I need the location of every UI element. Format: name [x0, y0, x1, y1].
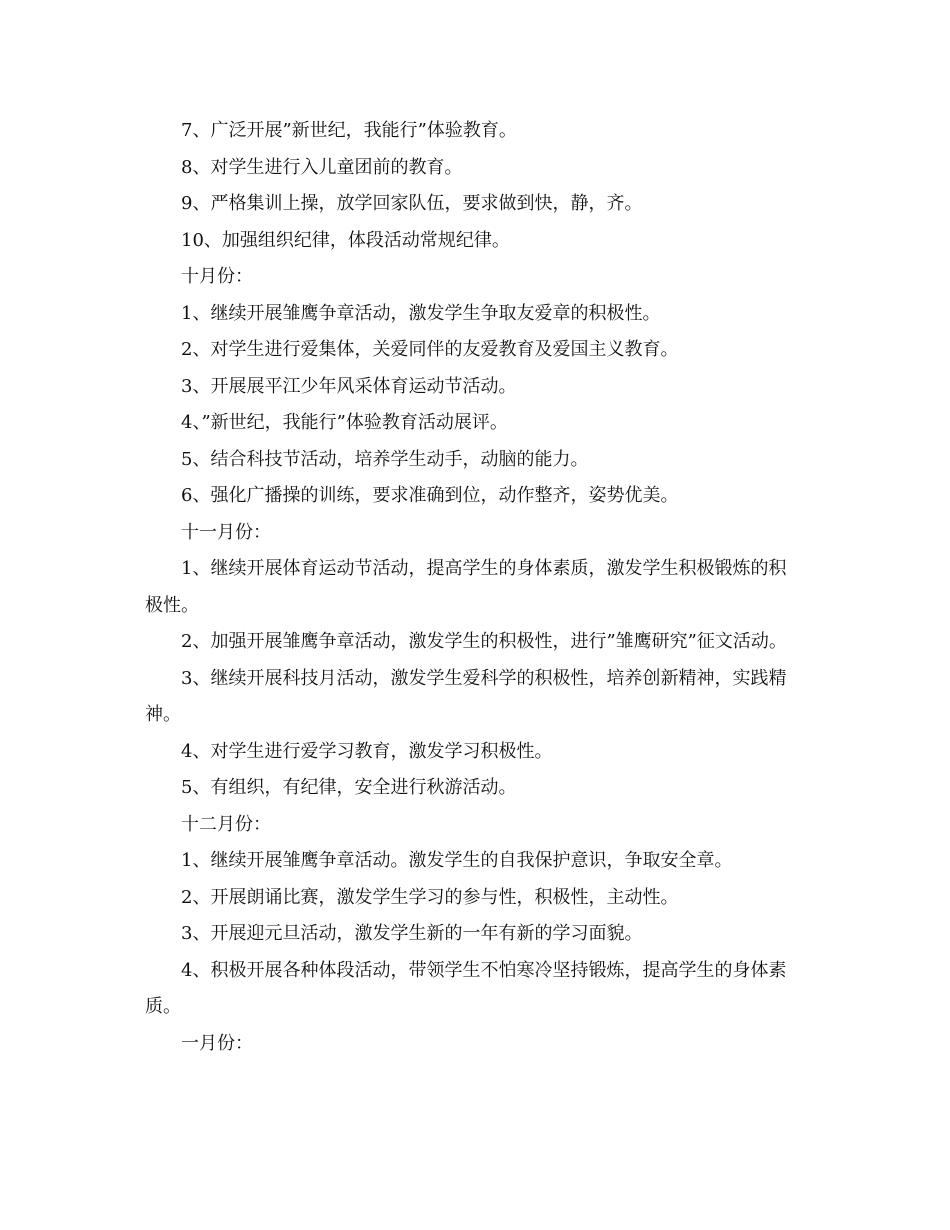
paragraph: 5、有组织，有纪律，安全进行秋游活动。 — [181, 777, 517, 798]
paragraph: 10、加强组织纪律，体段活动常规纪律。 — [181, 229, 510, 251]
paragraph: 3、继续开展科技月活动，激发学生爱科学的积极性，培养创新精神，实践精神。 — [145, 667, 787, 725]
paragraph: 1、继续开展雏鹰争章活动。激发学生的自我保护意识，争取安全章。 — [181, 850, 733, 871]
document-body — [145, 113, 795, 1062]
paragraph: 4、对学生进行爱学习教育，激发学习积极性。 — [181, 740, 553, 762]
paragraph: 4、积极开展各种体段活动，带领学生不怕寒冷坚持锻炼，提高学生的身体素质。 — [145, 959, 787, 1017]
paragraph: 6、强化广播操的训练，要求准确到位，动作整齐，姿势优美。 — [181, 485, 679, 506]
paragraph: 8、对学生进行入儿童团前的教育。 — [181, 156, 463, 178]
paragraph: 9、严格集训上操，放学回家队伍，要求做到快，静，齐。 — [181, 193, 643, 214]
section-heading-november: 十一月份： — [181, 521, 271, 543]
paragraph: 4、”新世纪，我能行”体验教育活动展评。 — [181, 412, 508, 433]
paragraph: 2、对学生进行爱集体，关爱同伴的友爱教育及爱国主义教育。 — [181, 339, 679, 360]
section-heading-january: 一月份： — [181, 1032, 253, 1054]
paragraph: 7、广泛开展”新世纪，我能行”体验教育。 — [181, 120, 517, 141]
paragraph: 1、继续开展体育运动节活动，提高学生的身体素质，激发学生积极锻炼的积极性。 — [145, 558, 787, 616]
paragraph: 2、开展朗诵比赛，激发学生学习的参与性，积极性，主动性。 — [181, 886, 679, 908]
paragraph: 1、继续开展雏鹰争章活动，激发学生争取友爱章的积极性。 — [181, 302, 661, 324]
section-heading-december: 十二月份： — [181, 813, 271, 835]
paragraph: 3、开展迎元旦活动，激发学生新的一年有新的学习面貌。 — [181, 923, 643, 944]
paragraph: 5、结合科技节活动，培养学生动手，动脑的能力。 — [181, 448, 589, 470]
paragraph: 2、加强开展雏鹰争章活动，激发学生的积极性，进行”雏鹰研究”征文活动。 — [181, 631, 787, 652]
section-heading-october: 十月份： — [181, 266, 253, 287]
paragraph: 3、开展展平江少年风采体育运动节活动。 — [181, 375, 517, 397]
